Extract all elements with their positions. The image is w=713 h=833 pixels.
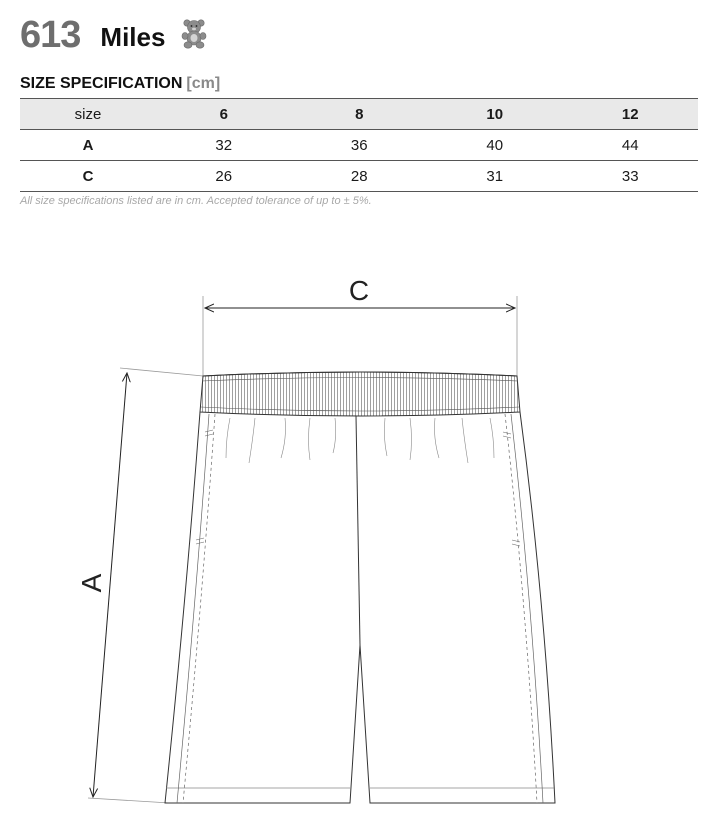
dimension-c-label: C xyxy=(348,275,370,306)
row-label: A xyxy=(82,136,94,154)
dimension-a-label: A xyxy=(76,573,107,593)
size-spec-unit: [cm] xyxy=(186,75,221,92)
size-spec-title-text: SIZE SPECIFICATION xyxy=(20,75,183,92)
dimension-a xyxy=(76,368,203,803)
table-cell: 44 xyxy=(621,136,639,154)
table-cell: 40 xyxy=(486,136,504,154)
header-cell: 10 xyxy=(486,105,504,123)
table-cell: 28 xyxy=(350,167,368,185)
table-cell: 32 xyxy=(215,136,233,154)
header-cell: 6 xyxy=(219,105,228,123)
header-cell: 12 xyxy=(621,105,639,123)
shorts-outline xyxy=(165,372,555,803)
header-cell: size xyxy=(74,105,102,123)
row-label: C xyxy=(82,167,94,185)
dimension-c xyxy=(203,275,517,378)
product-code: 613 xyxy=(20,13,81,56)
table-cell: 36 xyxy=(350,136,368,154)
table-cell: 33 xyxy=(621,167,639,185)
table-cell: 31 xyxy=(486,167,504,185)
product-name: Miles xyxy=(100,21,166,52)
tolerance-note: All size specifications listed are in cm. Accepted tolerance of up to ± 5%. xyxy=(20,195,372,207)
header-cell: 8 xyxy=(355,105,364,123)
table-cell: 26 xyxy=(215,167,233,185)
